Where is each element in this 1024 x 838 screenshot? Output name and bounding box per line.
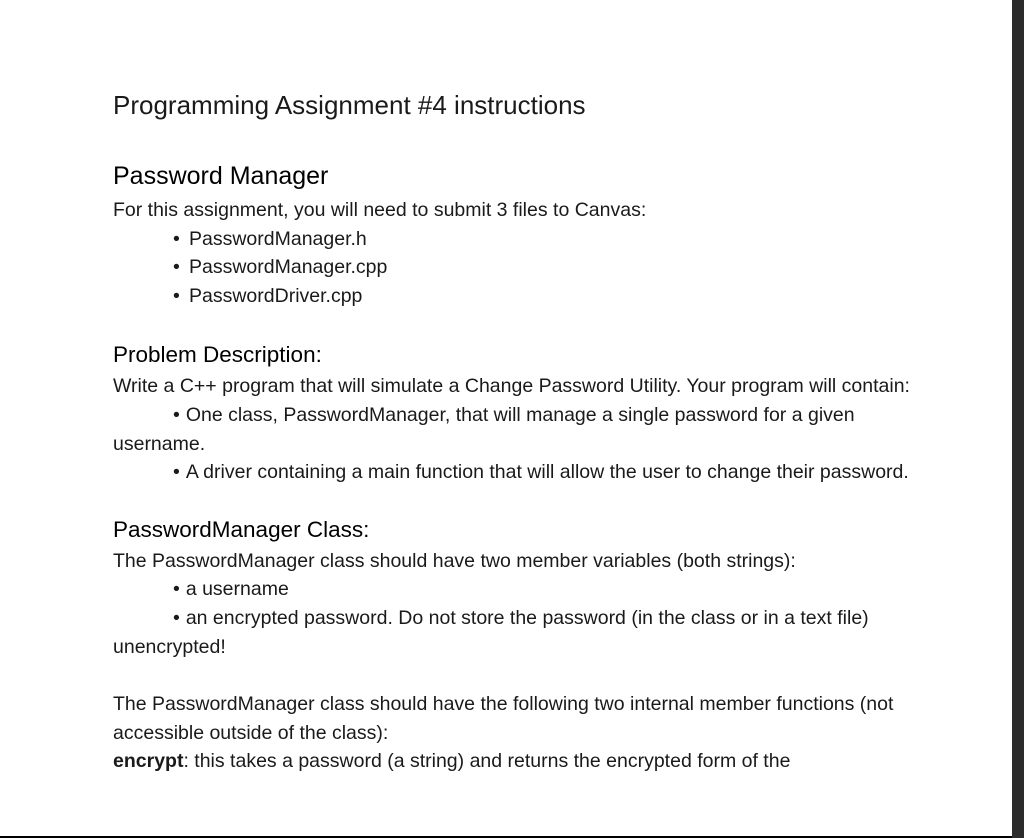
encrypt-description: encrypt: this takes a password (a string) and returns the encrypted form of the — [113, 750, 791, 773]
bullet-icon: • — [173, 403, 180, 426]
list-item: • One class, PasswordManager, that will manage a single password for a given username. — [113, 403, 855, 455]
window-right-edge — [1012, 0, 1024, 838]
encrypt-term: encrypt — [113, 750, 184, 773]
section3-para2: The PasswordManager class should have the following two internal member functions (not accessible outside of the class): — [113, 693, 894, 744]
list-item: • an encrypted password. Do not store the password (in the class or in a text file) unencrypted! — [113, 606, 869, 658]
bullet-icon: • — [173, 227, 180, 250]
section2-intro: Write a C++ program that will simulate a Change Password Utility. Your program will contain: — [113, 375, 910, 398]
document-content — [113, 88, 913, 776]
bullet-icon: • — [173, 256, 180, 279]
section3-intro: The PasswordManager class should have two member variables (both strings): — [113, 549, 796, 572]
files-list — [113, 225, 913, 311]
section-heading-problem-description: Problem Description: — [113, 342, 322, 368]
section-heading-password-manager: Password Manager — [113, 162, 329, 190]
list-item: • A driver containing a main function that will allow the user to change their password. — [173, 461, 909, 484]
list-item: • PasswordManager.cpp — [113, 253, 913, 282]
bullet-icon: • — [173, 461, 180, 484]
document-title: Programming Assignment #4 instructions — [113, 90, 586, 120]
list-item: • PasswordManager.h — [113, 225, 913, 254]
section1-intro: For this assignment, you will need to submit 3 files to Canvas: — [113, 199, 647, 221]
bullet-icon: • — [173, 606, 180, 629]
bullet-icon: • — [173, 578, 180, 601]
list-item: • a username — [173, 578, 289, 601]
bullet-icon: • — [173, 284, 180, 307]
list-item: • PasswordDriver.cpp — [113, 282, 913, 311]
section-heading-passwordmanager-class: PasswordManager Class: — [113, 516, 370, 542]
